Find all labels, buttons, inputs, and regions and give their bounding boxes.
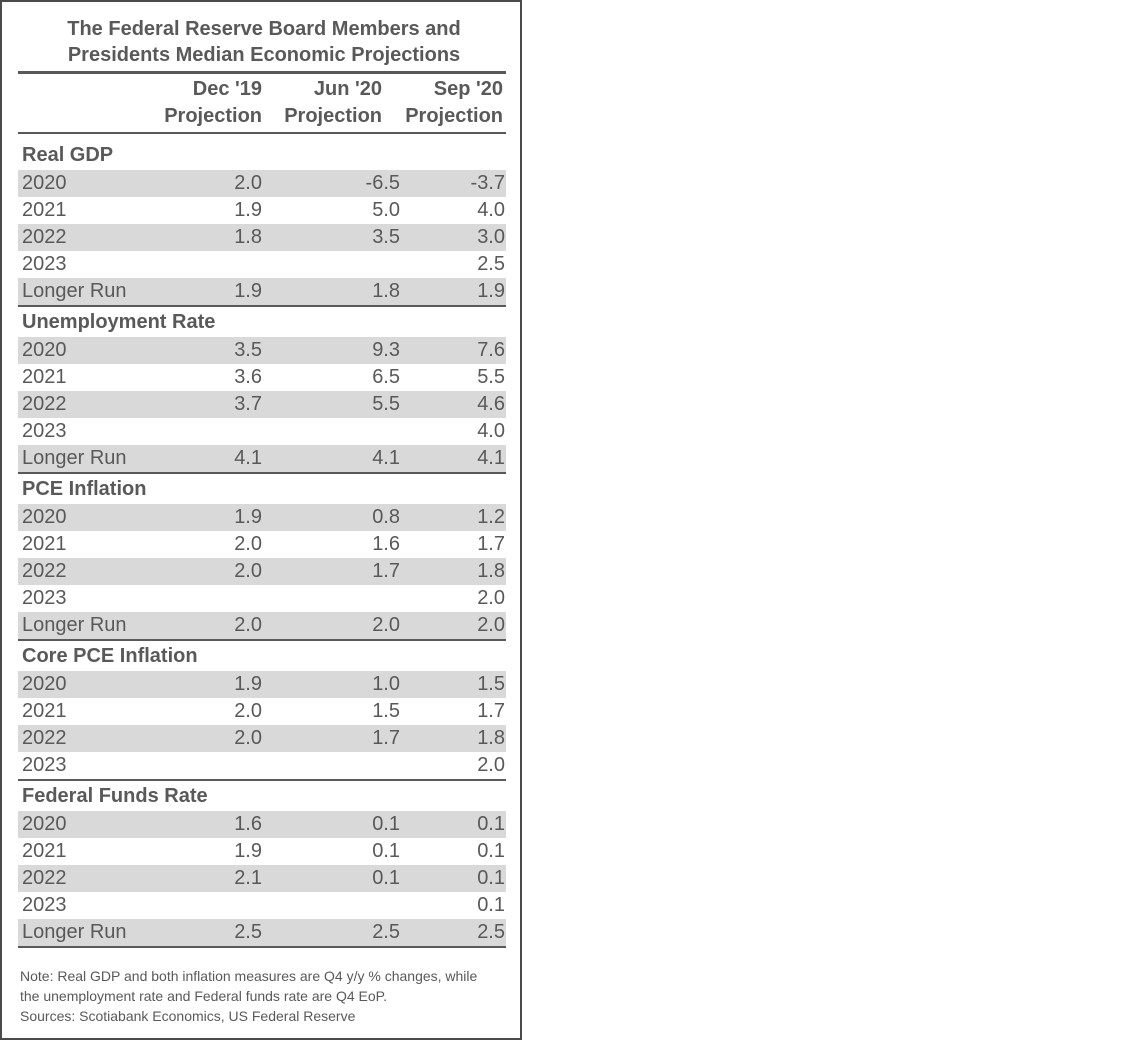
table-row [18,811,506,838]
table-row [18,585,506,612]
cell-value: 2.0 [234,560,262,582]
cell-value: 0.1 [477,813,505,835]
table-row [18,278,506,305]
cell-value: 2.1 [234,867,262,889]
cell-value: 4.6 [477,393,505,415]
column-header-sep20: Sep '20 Projection [405,78,503,127]
cell-value: 1.9 [477,280,505,302]
cell-value: 1.5 [372,700,400,722]
cell-value: 2.0 [372,614,400,636]
section-title: Core PCE Inflation [22,645,198,667]
cell-value: -6.5 [365,172,400,194]
table-row [18,418,506,445]
cell-value: 0.1 [477,840,505,862]
table-row [18,364,506,391]
cell-value: 1.9 [234,199,262,221]
table-row [18,445,506,472]
cell-value: 1.9 [234,506,262,528]
cell-value: 1.2 [477,506,505,528]
section-rule [18,946,506,948]
table-row [18,698,506,725]
cell-value: 2.5 [477,921,505,943]
cell-value: 2.5 [372,921,400,943]
table-row [18,251,506,278]
cell-value: 7.6 [477,339,505,361]
cell-value: 4.1 [372,447,400,469]
cell-value: 1.5 [477,673,505,695]
cell-value: -3.7 [470,172,505,194]
cell-value: 2.0 [477,614,505,636]
table-row [18,892,506,919]
cell-value: 1.7 [372,560,400,582]
cell-value: 1.7 [372,727,400,749]
row-label: 2020 [22,339,67,361]
table-title [20,16,508,68]
row-label: 2023 [22,894,67,916]
table-row [18,224,506,251]
row-label: 2020 [22,506,67,528]
cell-value: 1.9 [234,840,262,862]
sources-line: Sources: Scotiabank Economics, US Federal Reserve [20,1008,356,1024]
header-bottom-rule [18,132,506,134]
cell-value: 1.7 [477,700,505,722]
cell-value: 2.0 [234,727,262,749]
table-row [18,170,506,197]
cell-value: 2.0 [477,754,505,776]
section-title: Federal Funds Rate [22,785,208,807]
section-title: PCE Inflation [22,478,147,500]
cell-value: 2.0 [477,587,505,609]
row-label: Longer Run [22,447,127,469]
cell-value: 4.0 [477,199,505,221]
cell-value: 2.5 [234,921,262,943]
cell-value: 0.8 [372,506,400,528]
row-label: 2022 [22,226,67,248]
cell-value: 2.0 [234,533,262,555]
row-label: 2020 [22,172,67,194]
table-row [18,865,506,892]
cell-value: 9.3 [372,339,400,361]
table-row [18,671,506,698]
row-label: 2020 [22,673,67,695]
cell-value: 3.5 [372,226,400,248]
cell-value: 4.1 [477,447,505,469]
cell-value: 4.1 [234,447,262,469]
row-label: 2023 [22,587,67,609]
cell-value: 1.8 [234,226,262,248]
row-label: 2021 [22,366,67,388]
cell-value: 1.8 [372,280,400,302]
row-label: 2023 [22,754,67,776]
cell-value: 1.6 [372,533,400,555]
row-label: 2020 [22,813,67,835]
cell-value: 2.5 [477,253,505,275]
cell-value: 2.0 [234,614,262,636]
row-label: Longer Run [22,614,127,636]
title-line-2: Presidents Median Economic Projections [67,44,461,66]
cell-value: 3.6 [234,366,262,388]
row-label: 2022 [22,393,67,415]
table-row [18,725,506,752]
table-row [18,531,506,558]
section-title: Real GDP [22,144,114,166]
cell-value: 6.5 [372,366,400,388]
cell-value: 2.0 [234,700,262,722]
cell-value: 1.8 [477,727,505,749]
table-row [18,752,506,779]
column-header-jun20: Jun '20 Projection [284,78,382,127]
cell-value: 3.7 [234,393,262,415]
cell-value: 1.8 [477,560,505,582]
title-line-1: The Federal Reserve Board Members and [67,18,461,40]
table-row [18,838,506,865]
table-row [18,612,506,639]
cell-value: 1.9 [234,280,262,302]
cell-value: 0.1 [372,813,400,835]
note-line-2: the unemployment rate and Federal funds rate are Q4 EoP. [20,988,388,1004]
table-row [18,197,506,224]
cell-value: 5.5 [372,393,400,415]
table-row [18,391,506,418]
table-note [20,966,510,1026]
cell-value: 1.0 [372,673,400,695]
row-label: 2022 [22,867,67,889]
table-row [18,504,506,531]
header-top-rule [18,71,506,74]
cell-value: 0.1 [372,867,400,889]
row-label: 2021 [22,700,67,722]
cell-value: 1.7 [477,533,505,555]
row-label: 2021 [22,199,67,221]
row-label: 2022 [22,727,67,749]
row-label: Longer Run [22,921,127,943]
table-row [18,337,506,364]
cell-value: 5.0 [372,199,400,221]
projections-table [18,140,506,948]
cell-value: 3.0 [477,226,505,248]
cell-value: 2.0 [234,172,262,194]
cell-value: 0.1 [477,867,505,889]
row-label: Longer Run [22,280,127,302]
cell-value: 0.1 [372,840,400,862]
row-label: 2021 [22,840,67,862]
table-row [18,919,506,946]
cell-value: 3.5 [234,339,262,361]
section-title: Unemployment Rate [22,311,216,333]
row-label: 2022 [22,560,67,582]
column-header-dec19: Dec '19 Projection [164,78,262,127]
row-label: 2023 [22,420,67,442]
cell-value: 1.9 [234,673,262,695]
cell-value: 0.1 [477,894,505,916]
row-label: 2023 [22,253,67,275]
cell-value: 5.5 [477,366,505,388]
cell-value: 4.0 [477,420,505,442]
note-line-1: Note: Real GDP and both inflation measures are Q4 y/y % changes, while [20,968,478,984]
row-label: 2021 [22,533,67,555]
cell-value: 1.6 [234,813,262,835]
table-row [18,558,506,585]
